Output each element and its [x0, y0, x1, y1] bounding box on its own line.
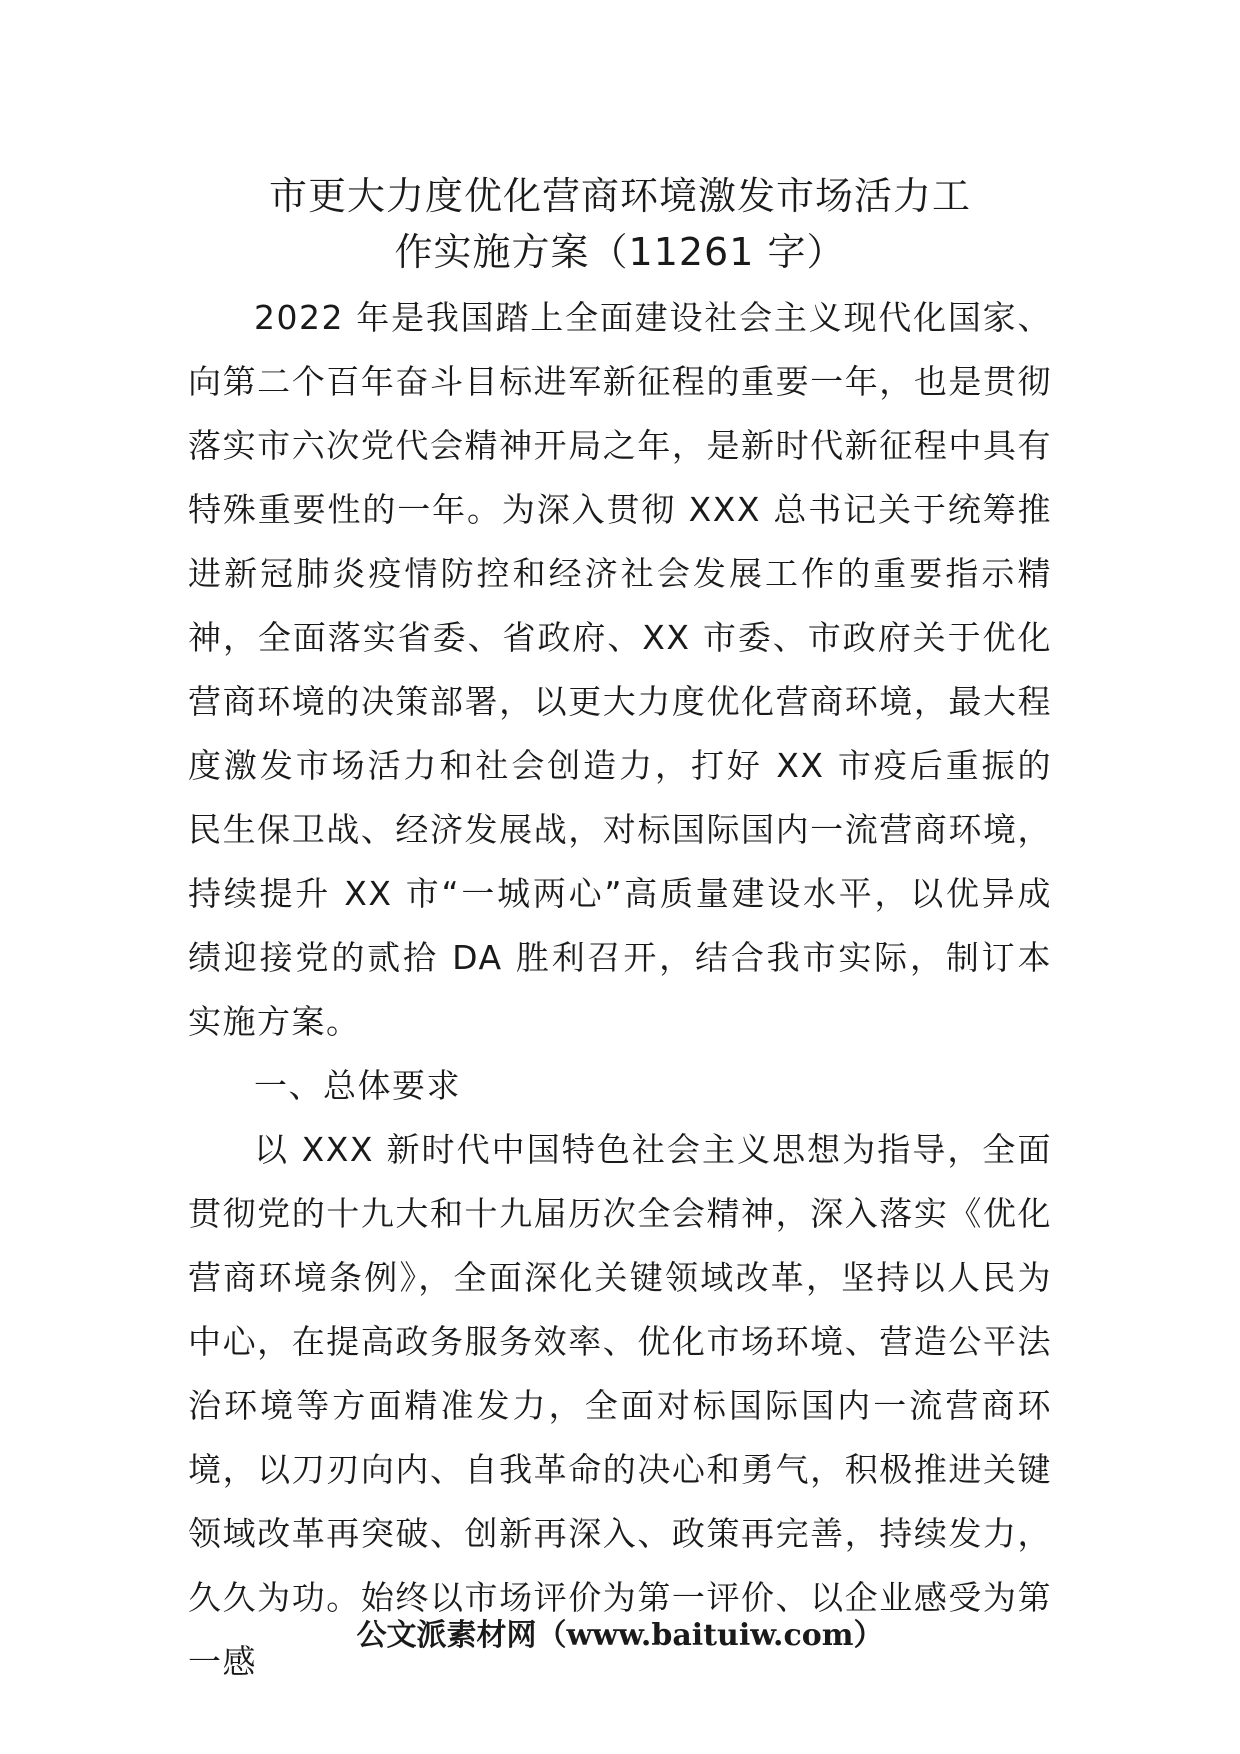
document-body [188, 286, 1052, 1694]
footer-watermark: 公文派素材网（www.baituiw.com） [356, 1618, 884, 1653]
document-title [180, 168, 1060, 280]
paragraph-requirements: 以 XXX 新时代中国特色社会主义思想为指导，全面贯彻党的十九大和十九届历次全会精神，深入落实《优化营商环境条例》，全面深化关键领域改革，坚持以人民为中心，在提高政务服务效率、优化市场环境、营造公平法治环境等方面精准发力，全面对标国际国内一流营商环境，以刀刃向内、自我革命的决心和勇气，积极推进关键领域改革再突破、创新再深入、政策再完善，持续发力，久久为功。始终以市场评价为第一评价、以企业感受为第一感 [188, 1130, 1052, 1681]
section-heading: 一、总体要求 [254, 1066, 461, 1105]
title-line-1: 市更大力度优化营商环境激发市场活力工 [268, 174, 971, 218]
paragraph-intro: 2022 年是我国踏上全面建设社会主义现代化国家、向第二个百年奋斗目标进军新征程的重要一年，也是贯彻落实市六次党代会精神开局之年，是新时代新征程中具有特殊重要性的一年。为深入贯彻 XXX 总书记关于统筹推进新冠肺炎疫情防控和经济社会发展工作的重要指示精神，全面落实省委、省政府、XX 市委、市政府关于优化营商环境的决策部署，以更大力度优化营商环境，最大程度激发市场活力和社会创造力，打好 XX 市疫后重振的民生保卫战、经济发展战，对标国际国内一流营商环境，持续提升 XX 市“一城两心”高质量建设水平，以优异成绩迎接党的贰拾 DA 胜利召开，结合我市实际，制订本实施方案。 [188, 298, 1052, 1041]
title-line-2: 作实施方案（11261 字） [394, 230, 846, 274]
